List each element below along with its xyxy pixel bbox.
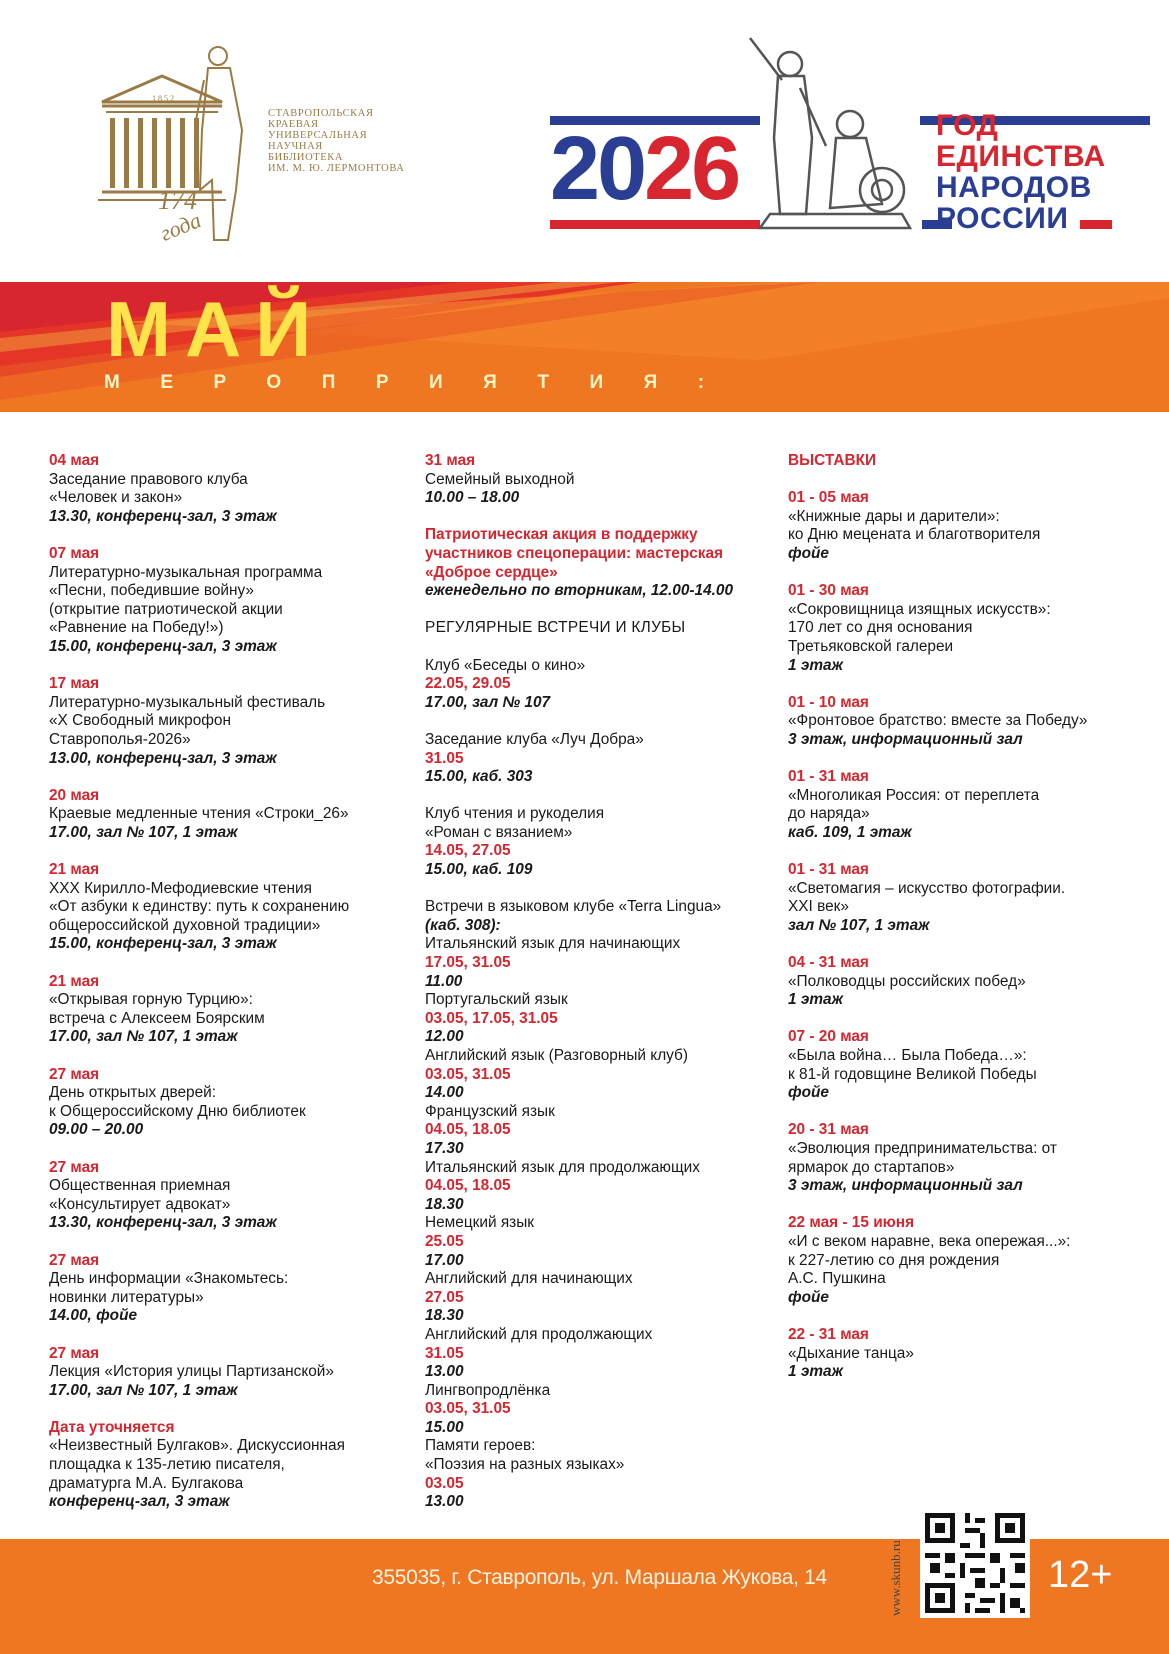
exhibition-text: «Фронтовое братство: вместе за Победу» [788,712,1088,730]
event-item [49,973,409,1047]
qr-code-icon[interactable] [920,1508,1030,1618]
event-place: 17.00, зал № 107, 1 этаж [49,1381,238,1399]
exhibition-date: 01 - 30 мая [788,582,869,600]
language-name: Французский язык [425,1102,555,1120]
language-club-room: (каб. 308): [425,916,501,934]
library-name-line: УНИВЕРСАЛЬНАЯ [268,130,368,141]
clubs-column [425,452,780,1512]
exhibition-text: «Книжные дары и дарители»: [788,507,1000,525]
language-name: Английский для продолжающих [425,1325,653,1343]
event-item [49,452,409,526]
club-place: 17.00, зал № 107 [425,693,551,711]
event-text: «Человек и закон» [49,489,183,507]
exhibition-text: «И с веком наравне, века опережая...»: [788,1232,1071,1250]
language-time: 17.30 [425,1139,464,1157]
exhibition-place: 1 этаж [788,991,843,1009]
event-place: 15.00, конференц-зал, 3 этаж [49,637,277,655]
event-date: 27 мая [49,1158,100,1176]
event-date: 27 мая [49,1251,100,1269]
event-place: 14.00, фойе [49,1307,138,1325]
event-text: (открытие патриотической акции [49,600,283,618]
exhibitions-column [788,452,1158,1382]
language-time: 18.30 [425,1195,464,1213]
language-dates: 31.05 [425,1344,464,1362]
events-subtitle-text: МЕРОПРИЯТИЯ: [104,372,745,393]
action-item [425,526,780,600]
events-column [49,452,409,1512]
event-item [49,861,409,954]
club-name: Заседание клуба «Луч Добра» [425,730,644,748]
unity-title [936,110,1106,234]
event-item [49,1159,409,1233]
event-date: 27 мая [49,1065,100,1083]
exhibition-place: фойе [788,544,829,562]
language-dates: 17.05, 31.05 [425,954,511,972]
exhibition-text: Третьяковской галереи [788,637,954,655]
event-item [425,452,780,508]
event-text: «Песни, победившие войну» [49,582,254,600]
exhibition-text: ярмарок до стартапов» [788,1158,955,1176]
event-place: 15.00, конференц-зал, 3 этаж [49,935,277,953]
event-time: 10.00 – 18.00 [425,489,520,507]
event-text: «Консультирует адвокат» [49,1195,231,1213]
language-dates: 27.05 [425,1288,464,1306]
event-text: Ставрополья-2026» [49,730,191,748]
exhibition-place: 3 этаж, информационный зал [788,1177,1023,1195]
event-date: 17 мая [49,675,100,693]
club-name: Клуб чтения и рукоделия [425,805,605,823]
event-place: 13.00, конференц-зал, 3 этаж [49,749,277,767]
event-place: конференц-зал, 3 этаж [49,1493,230,1511]
language-club [425,898,780,1512]
language-dates: 04.05, 18.05 [425,1121,511,1139]
regular-heading: РЕГУЛЯРНЫЕ ВСТРЕЧИ И КЛУБЫ [425,619,686,637]
library-name-line: КРАЕВАЯ [268,119,319,130]
event-item [49,787,409,843]
language-club-heading: Встречи в языковом клубе «Terra Lingua» [425,898,722,916]
action-title: участников спецоперации: мастерская [425,544,724,562]
heroes-time: 13.00 [425,1493,464,1511]
event-date: 07 мая [49,544,100,562]
exhibition-text: XXI век» [788,898,849,916]
language-dates: 03.05, 31.05 [425,1400,511,1418]
exhibition-text: к 81-й годовщине Великой Победы [788,1065,1037,1083]
exhibition-text: «Сокровищница изящных искусств»: [788,600,1051,618]
action-time: еженедельно по вторникам, 12.00-14.00 [425,582,734,600]
exhibition-date: 07 - 20 мая [788,1028,869,1046]
unity-line: РОССИИ [936,202,1069,235]
event-text: День информации «Знакомьтесь: [49,1270,289,1288]
language-name: Английский для начинающих [425,1270,633,1288]
event-text: Лекция «История улицы Партизанской» [49,1363,334,1381]
club-item [425,731,780,787]
exhibition-text: «Эволюция предпринимательства: от [788,1139,1057,1157]
event-place: 17.00, зал № 107, 1 этаж [49,1028,238,1046]
library-name [268,108,404,174]
event-text: новинки литературы» [49,1288,204,1306]
language-time: 18.30 [425,1307,464,1325]
club-item [425,657,780,713]
club-item [425,805,780,879]
unity-line: НАРОДОВ [936,171,1092,204]
footer-address: 355035, г. Ставрополь, ул. Маршала Жукова, 14 [372,1566,827,1589]
event-text: площадка к 135-летию писателя, [49,1456,285,1474]
events-subtitle [104,372,745,394]
language-dates: 04.05, 18.05 [425,1177,511,1195]
exhibition-item [788,954,1158,1010]
exhibition-text: «Светомагия – искусство фотографии. [788,879,1066,897]
exhibition-item [788,489,1158,563]
event-item [49,1345,409,1401]
event-text: Краевые медленные чтения «Строки_26» [49,805,349,823]
month-title: МАЙ [106,285,326,373]
language-dates: 25.05 [425,1232,464,1250]
year-title [550,119,739,219]
language-time: 13.00 [425,1363,464,1381]
exhibition-place: 1 этаж [788,656,843,674]
event-text: «Открывая горную Турцию»: [49,991,253,1009]
library-name-line: ИМ. М. Ю. ЛЕРМОНТОВА [268,163,405,174]
club-dates: 14.05, 27.05 [425,842,511,860]
event-text: Семейный выходной [425,470,575,488]
event-place: 17.00, зал № 107, 1 этаж [49,823,238,841]
library-name-line: БИБЛИОТЕКА [268,152,344,163]
language-time: 17.00 [425,1251,464,1269]
exhibition-item [788,1214,1158,1307]
event-text: День открытых дверей: [49,1084,217,1102]
exhibition-place: 1 этаж [788,1363,843,1381]
language-time: 15.00 [425,1418,464,1436]
exhibition-place: 3 этаж, информационный зал [788,730,1023,748]
exhibition-date: 22 - 31 мая [788,1325,869,1343]
exhibition-item [788,582,1158,675]
exhibition-text: ко Дню мецената и благотворителя [788,526,1041,544]
event-place: 13.30, конференц-зал, 3 этаж [49,507,277,525]
event-text: Литературно-музыкальная программа [49,563,323,581]
language-dates: 03.05, 31.05 [425,1065,511,1083]
club-dates: 31.05 [425,749,464,767]
language-name: Итальянский язык для начинающих [425,935,681,953]
club-name: Клуб «Беседы о кино» [425,656,586,674]
exhibition-item [788,694,1158,750]
event-text: XXX Кирилло-Мефодиевские чтения [49,879,312,897]
event-text: встреча с Алексеем Боярским [49,1009,265,1027]
exhibition-item [788,1121,1158,1195]
heroes-line: «Поэзия на разных языках» [425,1456,625,1474]
heroes-line: Памяти героев: [425,1437,536,1455]
event-date: Дата уточняется [49,1418,175,1436]
event-date: 20 мая [49,786,100,804]
event-item [49,1419,409,1512]
event-item [49,1066,409,1140]
exhibition-place: зал № 107, 1 этаж [788,916,930,934]
exhibition-item [788,1326,1158,1382]
event-text: Общественная приемная [49,1177,231,1195]
exhibition-date: 04 - 31 мая [788,954,869,972]
language-dates: 03.05, 17.05, 31.05 [425,1009,558,1027]
event-text: общероссийской духовной традиции» [49,916,321,934]
club-name: «Роман с вязанием» [425,823,573,841]
event-date: 21 мая [49,972,100,990]
event-item [49,675,409,768]
exhibition-item [788,1028,1158,1102]
event-text: Заседание правового клуба [49,470,248,488]
language-name: Английский язык (Разговорный клуб) [425,1047,688,1064]
event-date: 04 мая [49,452,100,469]
exhibition-text: «Многоликая Россия: от переплета [788,786,1040,804]
years-word: года [156,207,205,246]
exhibitions-heading: ВЫСТАВКИ [788,452,877,469]
exhibition-date: 22 мая - 15 июня [788,1214,915,1232]
club-dates: 22.05, 29.05 [425,675,511,693]
event-item [49,1252,409,1326]
exhibition-place: фойе [788,1084,829,1102]
exhibition-date: 01 - 10 мая [788,693,869,711]
event-place: 13.30, конференц-зал, 3 этаж [49,1214,277,1232]
exhibition-place: фойе [788,1288,829,1306]
language-name: Португальский язык [425,991,568,1009]
site-url[interactable]: www.skunb.ru [888,1540,903,1616]
qr-code-pattern [920,1508,1030,1618]
exhibition-date: 01 - 31 мая [788,768,869,786]
action-title: «Доброе сердце» [425,563,558,581]
event-text: драматурга М.А. Булгакова [49,1474,244,1492]
language-name: Лингвопродлёнка [425,1381,551,1399]
exhibition-text: «Полководцы российских побед» [788,972,1026,990]
exhibition-text: «Была война… Была Победа…»: [788,1047,1027,1064]
exhibition-item [788,768,1158,842]
exhibition-date: 20 - 31 мая [788,1121,869,1139]
unity-line: ЕДИНСТВА [936,140,1106,173]
event-place: 09.00 – 20.00 [49,1121,144,1139]
year-part-blue: 20 [550,119,645,219]
founded-year: 1852 [152,94,176,103]
club-place: 15.00, каб. 109 [425,861,533,879]
library-name-line: НАУЧНАЯ [268,141,323,152]
language-time: 14.00 [425,1084,464,1102]
exhibition-text: к 227-летию со дня рождения [788,1251,1000,1269]
event-date: 27 мая [49,1344,100,1362]
exhibition-text: до наряда» [788,805,870,823]
language-name: Немецкий язык [425,1214,535,1232]
age-rating: 12+ [1048,1554,1113,1596]
event-date: 21 мая [49,861,100,879]
heroes-dates: 03.05 [425,1474,464,1492]
event-text: «От азбуки к единству: путь к сохранению [49,898,350,916]
exhibition-text: 170 лет со дня основания [788,619,973,637]
exhibition-date: 01 - 31 мая [788,861,869,879]
exhibition-date: 01 - 05 мая [788,489,869,507]
years-number: 174 [158,186,197,215]
event-text: «Неизвестный Булгаков». Дискуссионная [49,1437,345,1455]
event-text: Литературно-музыкальный фестиваль [49,693,326,711]
exhibition-text: А.С. Пушкина [788,1270,886,1288]
club-place: 15.00, каб. 303 [425,768,533,786]
library-name-line: СТАВРОПОЛЬСКАЯ [268,108,374,119]
event-text: «Равнение на Победу!») [49,619,224,637]
exhibition-place: каб. 109, 1 этаж [788,823,912,841]
event-item [49,545,409,657]
language-time: 11.00 [425,972,463,990]
language-name: Итальянский язык для продолжающих [425,1158,700,1176]
event-date: 31 мая [425,452,476,469]
event-text: «X Свободный микрофон [49,712,231,730]
exhibition-text: «Дыхание танца» [788,1344,914,1362]
year-part-red: 26 [644,119,739,219]
event-text: к Общероссийскому Дню библиотек [49,1102,306,1120]
exhibition-item [788,861,1158,935]
action-title: Патриотическая акция в поддержку [425,526,698,544]
unity-line: ГОД [936,109,999,142]
language-time: 12.00 [425,1028,464,1046]
